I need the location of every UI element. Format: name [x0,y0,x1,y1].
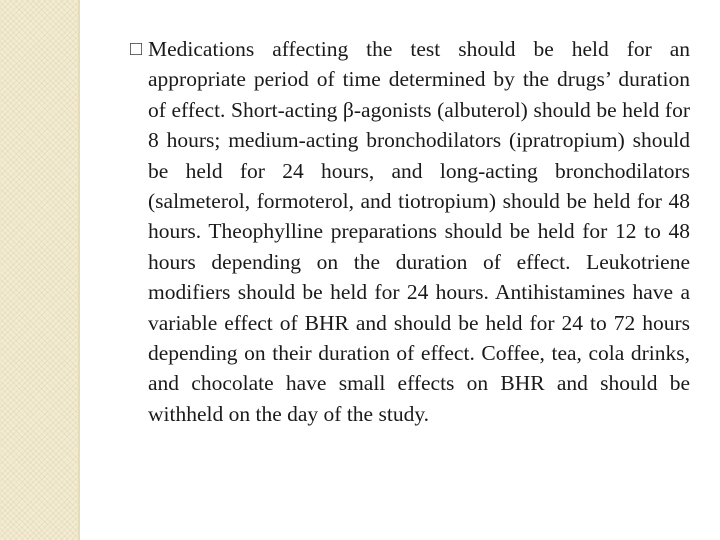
slide-body [130,34,690,429]
bullet-paragraph [130,34,690,429]
stripe-divider [78,0,80,540]
decorative-side-stripe [0,0,78,540]
bullet-box-icon: □ [130,38,143,60]
paragraph-text: Medications affecting the test should be held for an appropriate period of time determined by the drugs’ duration of effect. Short-acting β-agonists (albuterol) should be held for 8 hours; medium-acting bronchodilators (ipratropium) should be held for 24 hours, and long-acting bronchodilators (salmeterol, formoterol, and tiotropium) should be held for 48 hours. Theophylline preparations should be held for 12 to 48 hours depending on the duration of effect. Leukotriene modifiers should be held for 24 hours. Antihistamines have a variable effect of BHR and should be held for 24 to 72 hours depending on their duration of effect. Coffee, tea, cola drinks, and chocolate have small effects on BHR and should be withheld on the day of the study. [148,37,690,426]
